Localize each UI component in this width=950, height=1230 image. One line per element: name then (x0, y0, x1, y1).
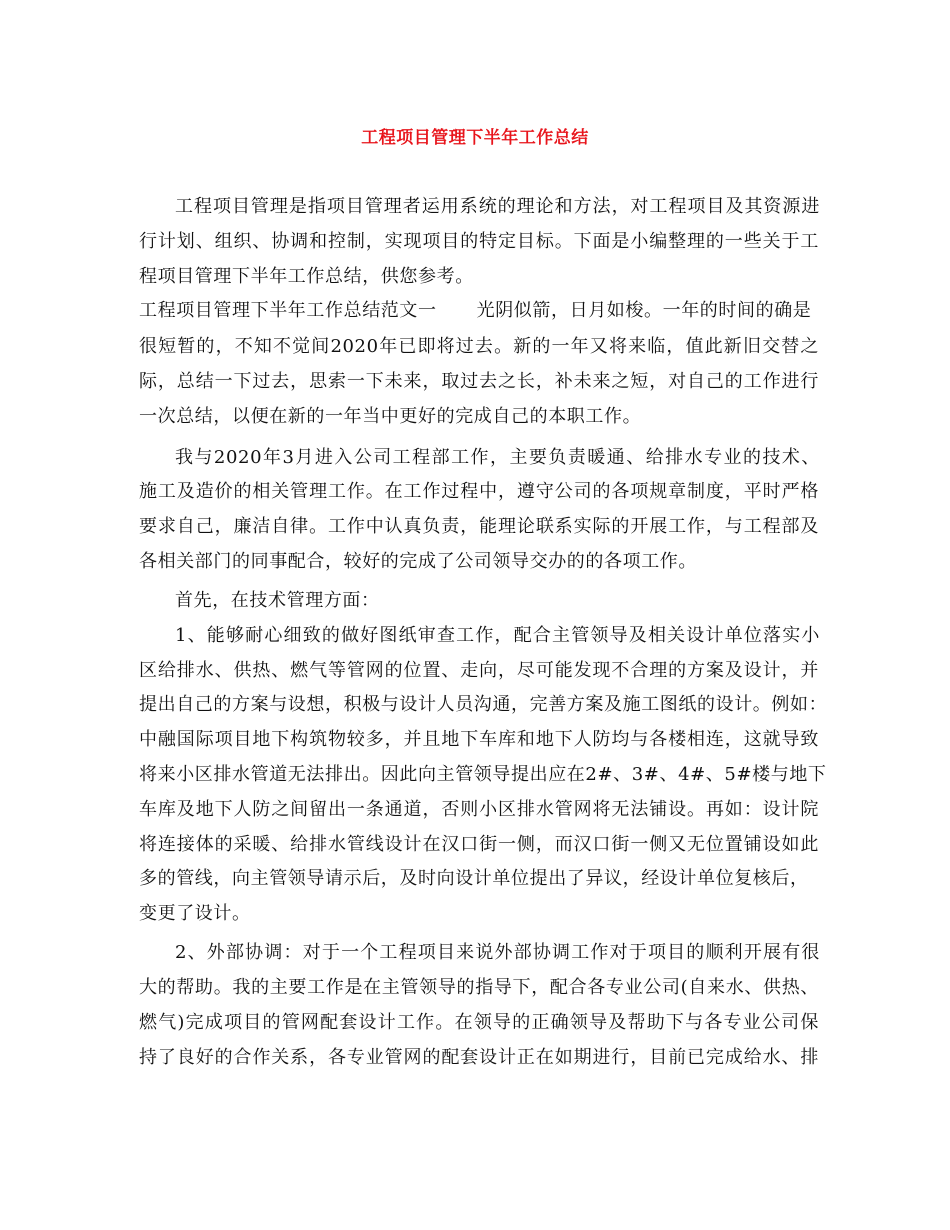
text-line: 车库及地下人防之间留出一条通道，否则小区排水管网将无法铺设。再如：设计院 (139, 799, 819, 820)
text-line: 首先，在技术管理方面： (175, 590, 380, 611)
text-line: 燃气)完成项目的管网配套设计工作。在领导的正确领导及帮助下与各专业公司保 (139, 1012, 819, 1033)
text-line: 程项目管理下半年工作总结，供您参考。 (139, 266, 474, 287)
text-line: 工程项目管理是指项目管理者运用系统的理论和方法，对工程项目及其资源进 (175, 196, 820, 217)
text-line: 区给排水、供热、燃气等管网的位置、走向，尽可能发现不合理的方案及设计，并 (139, 660, 819, 681)
text-line: 各相关部门的同事配合，较好的完成了公司领导交办的的各项工作。 (139, 551, 697, 572)
text-run: 光阴似箭，日月如梭。一年的时间的确是 (476, 300, 812, 321)
text-line: 一次总结，以便在新的一年当中更好的完成自己的本职工作。 (139, 406, 642, 427)
text-line: 1、能够耐心细致的做好图纸审查工作，配合主管领导及相关设计单位落实小 (175, 625, 820, 646)
text-line: 将连接体的采暖、给排水管线设计在汉口街一侧，而汉口街一侧又无位置铺设如此 (139, 834, 819, 855)
text-line (139, 299, 819, 323)
text-line: 中融国际项目地下构筑物较多，并且地下车库和地下人防均与各楼相连，这就导致 (139, 729, 819, 750)
text-line: 际，总结一下过去，思索一下未来，取过去之长，补未来之短，对自己的工作进行 (139, 371, 819, 392)
text-line: 持了良好的合作关系，各专业管网的配套设计正在如期进行，目前已完成给水、排 (139, 1047, 819, 1068)
text-line: 要求自己，廉洁自律。工作中认真负责，能理论联系实际的开展工作，与工程部及 (139, 516, 819, 537)
text-line: 将来小区排水管道无法排出。因此向主管领导提出应在2#、3#、4#、5#楼与地下 (139, 764, 827, 785)
text-line: 提出自己的方案与设想，积极与设计人员沟通，完善方案及施工图纸的设计。例如： (139, 694, 828, 715)
text-line: 很短暂的，不知不觉间2020年已即将过去。新的一年又将来临，值此新旧交替之 (139, 336, 819, 357)
section-heading: 工程项目管理下半年工作总结范文一 (139, 300, 437, 321)
text-line: 我与2020年3月进入公司工程部工作，主要负责暖通、给排水专业的技术、 (175, 447, 820, 468)
text-line: 施工及造价的相关管理工作。在工作过程中，遵守公司的各项规章制度，平时严格 (139, 481, 819, 502)
text-line: 2、外部协调：对于一个工程项目来说外部协调工作对于项目的顺利开展有很 (175, 942, 820, 963)
text-line: 行计划、组织、协调和控制，实现项目的特定目标。下面是小编整理的一些关于工 (139, 231, 819, 252)
text-line: 大的帮助。我的主要工作是在主管领导的指导下，配合各专业公司(自来水、供热、 (139, 977, 819, 998)
text-line: 变更了设计。 (139, 903, 251, 924)
document-title: 工程项目管理下半年工作总结 (361, 128, 589, 148)
text-line: 多的管线，向主管领导请示后，及时向设计单位提出了异议，经设计单位复核后， (139, 868, 809, 889)
